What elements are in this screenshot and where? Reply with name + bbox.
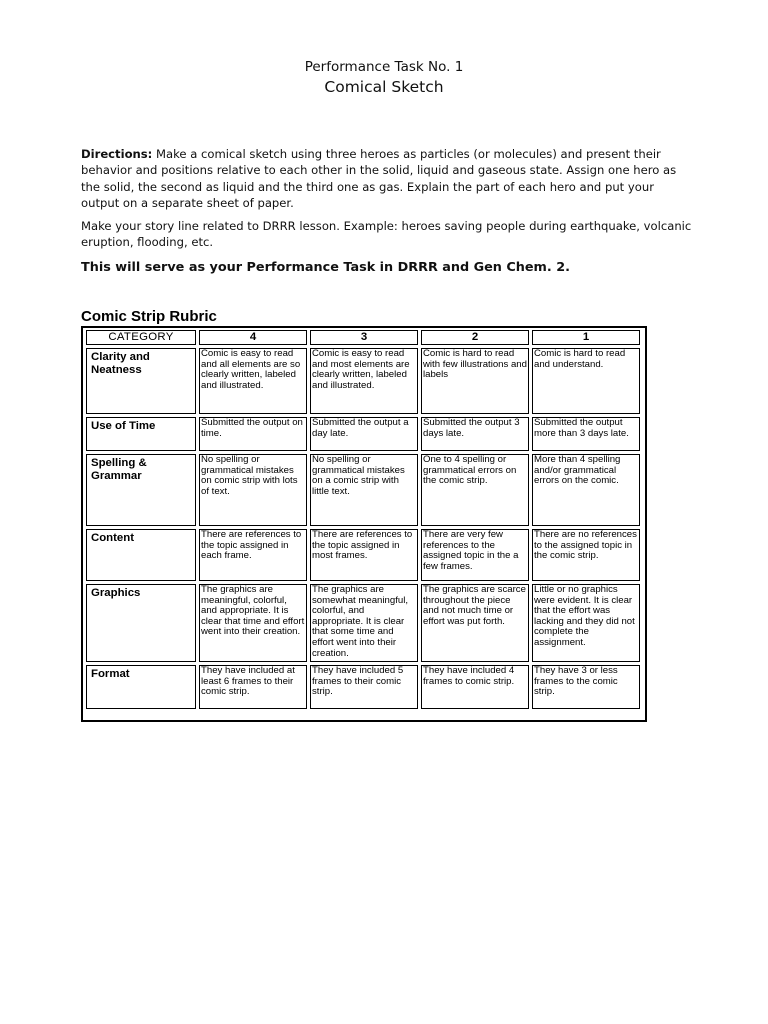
criteria-cell: Comic is easy to read and all elements are so clearly written, labeled and illustrated.	[199, 348, 307, 414]
criteria-cell: One to 4 spelling or grammatical errors on the comic strip.	[421, 454, 529, 526]
task-title: Comical Sketch	[324, 78, 444, 96]
criteria-cell: There are references to the topic assigned in each frame.	[199, 529, 307, 581]
task-number: Performance Task No. 1	[304, 59, 464, 75]
header-score-4: 4	[199, 330, 307, 345]
criteria-cell: Comic is hard to read with few illustrations and labels	[421, 348, 529, 414]
criteria-cell: The graphics are somewhat meaningful, colorful, and appropriate. It is clear that some time and effort went into their creation.	[310, 584, 418, 662]
category-cell: Clarity and Neatness	[86, 348, 196, 414]
category-cell: Graphics	[86, 584, 196, 662]
criteria-cell: Submitted the output a day late.	[310, 417, 418, 451]
header-score-3: 3	[310, 330, 418, 345]
rubric-row-use-of-time	[86, 417, 640, 451]
rubric-row-graphics	[86, 584, 640, 662]
criteria-cell: There are no references to the assigned topic in the comic strip.	[532, 529, 640, 581]
directions-label: Directions:	[81, 147, 153, 161]
criteria-cell: Submitted the output on time.	[199, 417, 307, 451]
criteria-cell: More than 4 spelling and/or grammatical errors on the comic.	[532, 454, 640, 526]
directions-paragraph	[81, 146, 693, 211]
rubric-table	[83, 327, 643, 712]
category-cell: Spelling & Grammar	[86, 454, 196, 526]
criteria-cell: They have 3 or less frames to the comic strip.	[532, 665, 640, 709]
header-category: CATEGORY	[86, 330, 196, 345]
rubric-row-clarity	[86, 348, 640, 414]
header-score-2: 2	[421, 330, 529, 345]
category-cell: Format	[86, 665, 196, 709]
criteria-cell: Submitted the output more than 3 days late.	[532, 417, 640, 451]
criteria-cell: Submitted the output 3 days late.	[421, 417, 529, 451]
header-score-1: 1	[532, 330, 640, 345]
criteria-cell: Little or no graphics were evident. It is clear that the effort was lacking and they did not complete the assignment.	[532, 584, 640, 662]
criteria-cell: The graphics are meaningful, colorful, and appropriate. It is clear that time and effort went into their creation.	[199, 584, 307, 662]
category-cell: Content	[86, 529, 196, 581]
rubric-row-content	[86, 529, 640, 581]
story-line-paragraph: Make your story line related to DRRR lesson. Example: heroes saving people during earthquake, volcanic eruption, flooding, etc.	[81, 219, 692, 250]
directions-text: Make a comical sketch using three heroes as particles (or molecules) and present their behavior and positions relative to each other in the solid, liquid and gaseous state. Assign one hero as the solid, the second as liquid and the third one as gas. Explain the part of each hero and put your output on a separate sheet of paper.	[81, 147, 677, 210]
category-cell: Use of Time	[86, 417, 196, 451]
criteria-cell: Comic is hard to read and understand.	[532, 348, 640, 414]
performance-task-note: This will serve as your Performance Task in DRRR and Gen Chem. 2.	[81, 260, 570, 275]
criteria-cell: There are references to the topic assigned in most frames.	[310, 529, 418, 581]
criteria-cell: They have included 4 frames to comic strip.	[421, 665, 529, 709]
rubric-title: Comic Strip Rubric	[81, 308, 217, 325]
criteria-cell: They have included 5 frames to their comic strip.	[310, 665, 418, 709]
criteria-cell: Comic is easy to read and most elements are clearly written, labeled and illustrated.	[310, 348, 418, 414]
criteria-cell: The graphics are scarce throughout the piece and not much time or effort was put forth.	[421, 584, 529, 662]
rubric-table-frame	[81, 326, 647, 722]
rubric-row-spelling	[86, 454, 640, 526]
criteria-cell: They have included at least 6 frames to their comic strip.	[199, 665, 307, 709]
criteria-cell: No spelling or grammatical mistakes on comic strip with lots of text.	[199, 454, 307, 526]
rubric-row-format	[86, 665, 640, 709]
rubric-header-row	[86, 330, 640, 345]
criteria-cell: No spelling or grammatical mistakes on a comic strip with little text.	[310, 454, 418, 526]
criteria-cell: There are very few references to the assigned topic in the a few frames.	[421, 529, 529, 581]
